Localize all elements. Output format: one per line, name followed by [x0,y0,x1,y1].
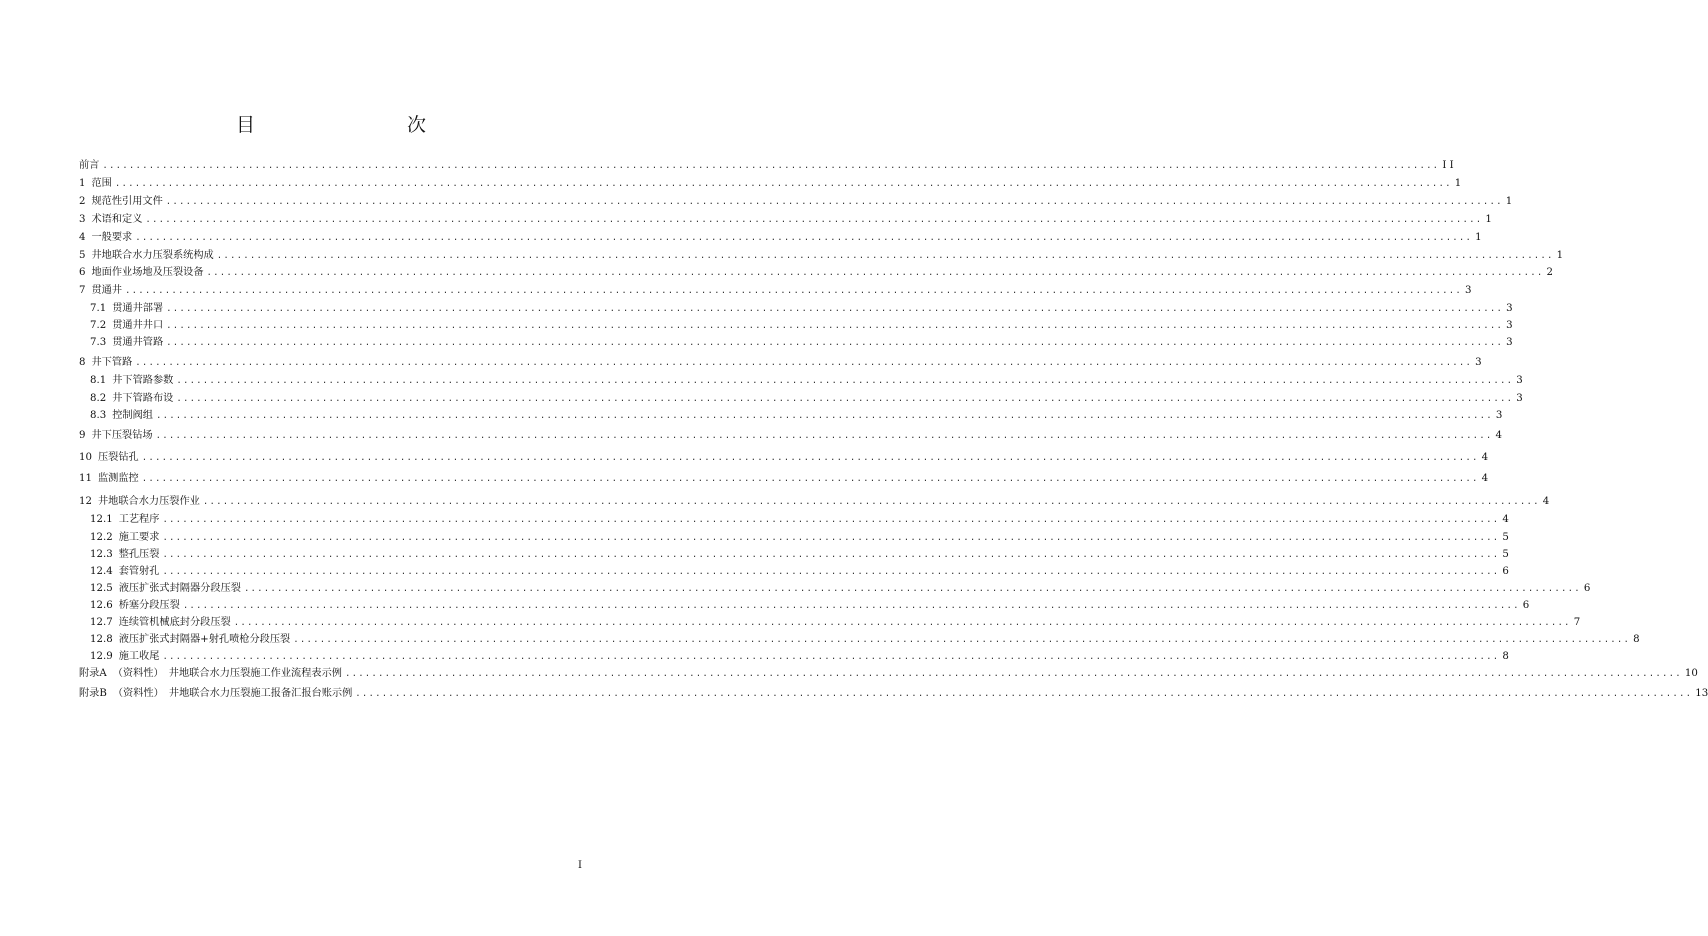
toc-entry[interactable] [90,546,1509,562]
dot-leader: .......................................................................................................................................................................................................... [162,533,1500,543]
toc-entry-page: 6 [1583,583,1591,594]
page-number: I [578,860,582,871]
dot-leader: .......................................................................................................................................................................................................... [293,635,1631,645]
toc-entry-label: 井下压裂钻场 [91,430,153,441]
toc-entry-number: 附录A [79,668,107,679]
toc-entry[interactable] [90,317,1513,333]
toc-entry[interactable] [90,563,1509,579]
toc-entry-number: 10 [79,452,92,463]
toc-entry-number: 2 [79,196,86,207]
dot-leader: .......................................................................................................................................................................................................... [125,286,1462,296]
toc-entry-page: 8 [1502,651,1509,662]
toc-entry-label: 液压扩张式封隔器+射孔喷枪分段压裂 [118,634,291,645]
toc-entry-number: 8.2 [90,393,107,404]
dot-leader: .......................................................................................................................................................................................................... [165,197,1503,207]
toc-entry[interactable] [79,193,1513,209]
toc-entry-page: 4 [1481,452,1489,463]
dot-leader: .......................................................................................................................................................................................................... [141,453,1479,463]
toc-entry-number: 7.1 [90,303,107,314]
toc-entry-number: 1 [79,178,86,189]
toc-entry[interactable] [90,580,1591,596]
toc-entry[interactable] [79,264,1553,280]
toc-entry-page: 1 [1485,214,1492,225]
toc-entry[interactable] [79,493,1550,509]
dot-leader: .......................................................................................................................................................................................................... [114,179,1452,189]
toc-entry-label: 监测监控 [97,473,139,484]
toc-entry-label: 井下管路 [91,357,133,368]
toc-entry-number: 8.1 [90,375,107,386]
toc-entry[interactable] [90,334,1513,350]
toc-entry-number: 4 [79,232,86,243]
toc-entry-number: 5 [79,250,86,261]
toc-entry[interactable] [79,247,1564,263]
dot-leader: .......................................................................................................................................................................................................... [145,215,1483,225]
toc-entry-number: 6 [79,267,86,278]
toc-entry-number: 9 [79,430,86,441]
toc-entry-number: 附录B [79,688,107,699]
toc-entry-page: 4 [1481,473,1489,484]
toc-entry[interactable] [79,470,1489,486]
toc-entry-label: 井下管路布设 [112,393,174,404]
dot-leader: .......................................................................................................................................................................................................... [202,497,1540,507]
toc-entry-label: 施工要求 [118,532,160,543]
toc-entry-label: 贯通井管路 [112,337,164,348]
toc-entry-label: 连续管机械底封分段压裂 [118,617,231,628]
toc-entry[interactable] [79,354,1482,370]
toc-entry-label: 压裂钻孔 [97,452,139,463]
toc-entry-page: 1 [1475,232,1482,243]
toc-entry-number: 12.6 [90,600,113,611]
toc-entry-page: 5 [1502,549,1509,560]
dot-leader: .......................................................................................................................................................................................................... [141,474,1479,484]
dot-leader: .......................................................................................................................................................................................................... [166,304,1504,314]
toc-entry-page: 3 [1506,303,1513,314]
toc-entry-page: 8 [1633,634,1640,645]
toc-entry-page: 4 [1542,496,1550,507]
toc-entry[interactable] [90,631,1640,647]
dot-leader: .......................................................................................................................................................................................................... [135,233,1473,243]
toc-entry-number: 3 [79,214,86,225]
toc-entry-page: 3 [1506,337,1513,348]
toc-entry[interactable] [90,300,1513,316]
toc-entry-page: 3 [1506,320,1513,331]
dot-leader: .......................................................................................................................................................................................................... [166,338,1504,348]
toc-entry-number: 7.3 [90,337,107,348]
toc-entry[interactable] [90,614,1581,630]
toc-entry-label: 工艺程序 [118,514,160,525]
toc-entry[interactable] [79,685,1708,701]
toc-entry-page: 4 [1502,514,1509,525]
toc-entry[interactable] [90,372,1523,388]
toc-entry-number: 7.2 [90,320,107,331]
dot-leader: .......................................................................................................................................................................................................... [162,550,1500,560]
toc-entry[interactable] [79,229,1482,245]
toc-entry-label: 整孔压裂 [118,549,160,560]
toc-entry-label: 井下管路参数 [112,375,174,386]
dot-leader: .......................................................................................................................................................................................................... [182,601,1520,611]
dot-leader: .......................................................................................................................................................................................................... [243,584,1581,594]
toc-entry-label: 贯通井 [91,285,123,296]
toc-entry-page: 10 [1684,668,1698,679]
toc-entry-number: 12.8 [90,634,113,645]
toc-entry[interactable] [79,449,1489,465]
toc-entry-number: 12.2 [90,532,113,543]
toc-entry-page: 3 [1464,285,1472,296]
toc-entry-page: 1 [1505,196,1513,207]
toc-entry-number: 7 [79,285,86,296]
toc-entry-page: 4 [1495,430,1503,441]
dot-leader: .......................................................................................................................................................................................................... [344,669,1682,679]
toc-entry[interactable] [79,175,1462,191]
dot-leader: .......................................................................................................................................................................................................... [206,268,1544,278]
dot-leader: .......................................................................................................................................................................................................... [166,321,1504,331]
toc-entry-number: 12.4 [90,566,113,577]
toc-entry-page: 3 [1495,410,1503,421]
toc-entry-label: 液压扩张式封隔器分段压裂 [118,583,241,594]
toc-entry[interactable] [79,282,1472,298]
toc-entry[interactable] [90,407,1503,423]
toc-entry[interactable] [90,597,1530,613]
toc-entry-number: 8 [79,357,86,368]
toc-entry-label: 施工收尾 [118,651,160,662]
toc-entry-number: 12.9 [90,651,113,662]
toc-entry-number: 12.7 [90,617,113,628]
toc-entry-page: 13 [1695,688,1708,699]
dot-leader: .......................................................................................................................................................................................................... [162,567,1500,577]
toc-entry-page: 5 [1502,532,1509,543]
toc-entry-page: 2 [1546,267,1553,278]
toc-entry-page: 6 [1522,600,1530,611]
dot-leader: .......................................................................................................................................................................................................... [216,251,1554,261]
toc-entry-label: 一般要求 [91,232,133,243]
toc-entry[interactable] [90,529,1509,545]
toc-entry-page: 3 [1475,357,1482,368]
dot-leader: .......................................................................................................................................................................................................... [135,358,1473,368]
toc-entry-label: 贯通井部署 [112,303,164,314]
toc-entry-label: 前言 [79,160,100,171]
toc-entry-label: （资料性） 井地联合水力压裂施工作业流程表示例 [112,668,342,679]
toc-entry-label: 井地联合水力压裂系统构成 [91,250,214,261]
toc-entry-label: （资料性） 井地联合水力压裂施工报备汇报台账示例 [112,688,353,699]
toc-entry-label: 控制阀组 [112,410,153,421]
toc-entry-label: 贯通井井口 [112,320,164,331]
dot-leader: .......................................................................................................................................................................................................... [355,689,1693,699]
toc-entry-number: 12.3 [90,549,113,560]
dot-leader: .......................................................................................................................................................................................................... [162,652,1500,662]
toc-entry-page: 1 [1556,250,1564,261]
toc-entry-page: I I [1442,160,1454,171]
dot-leader: .......................................................................................................................................................................................................... [176,376,1514,386]
toc-entry[interactable] [79,157,1454,173]
toc-entry-number: 12.5 [90,583,113,594]
toc-entry-page: 7 [1573,617,1581,628]
toc-entry-number: 12.1 [90,514,113,525]
toc-entry-page: 1 [1454,178,1462,189]
toc-entry-page: 6 [1502,566,1509,577]
toc-entry-label: 井地联合水力压裂作业 [97,496,200,507]
toc-entry-label: 术语和定义 [91,214,143,225]
dot-leader: .......................................................................................................................................................................................................... [162,515,1500,525]
toc-entry[interactable] [79,665,1698,681]
page-title: 目 次 [235,114,464,136]
dot-leader: .......................................................................................................................................................................................................... [233,618,1571,628]
toc-entry[interactable] [90,511,1509,527]
toc-entry[interactable] [79,211,1492,227]
toc-entry-label: 套管射孔 [118,566,160,577]
toc-entry-number: 8.3 [90,410,107,421]
toc-entry-number: 12 [79,496,92,507]
toc-entry-page: 3 [1516,375,1523,386]
toc-entry-label: 规范性引用文件 [91,196,163,207]
toc-entry[interactable] [90,648,1509,664]
toc-entry-label: 地面作业场地及压裂设备 [91,267,204,278]
toc-entry-label: 范围 [91,178,112,189]
dot-leader: .......................................................................................................................................................................................................... [102,161,1440,171]
toc-entry[interactable] [90,390,1523,406]
dot-leader: .......................................................................................................................................................................................................... [155,411,1493,421]
toc-entry-label: 桥塞分段压裂 [118,600,180,611]
toc-entry-number: 11 [79,473,92,484]
toc-entry[interactable] [79,427,1503,443]
dot-leader: .......................................................................................................................................................................................................... [155,431,1493,441]
dot-leader: .......................................................................................................................................................................................................... [176,394,1514,404]
toc-entry-page: 3 [1516,393,1523,404]
